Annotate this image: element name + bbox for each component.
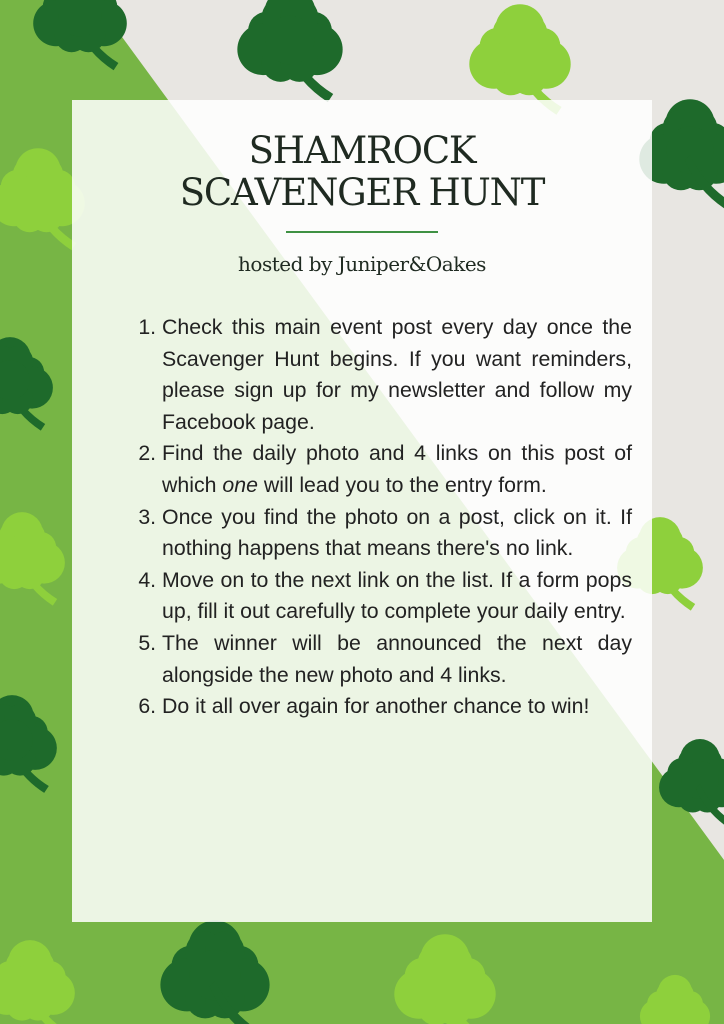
step-text: Once you find the photo on a post, click on it. If nothing happens that means there's no link. [162,504,632,561]
step-item [162,438,632,501]
title-line-1: SHAMROCK [248,129,476,172]
host-credit: hosted by Juniper&Oakes [238,252,486,276]
title-line-2: SCAVENGER HUNT [179,171,545,214]
step-item [162,691,632,723]
step-emphasis: one [222,472,258,497]
step-text-before: Find the daily photo and 4 links on this post of which [162,441,632,497]
info-card [72,100,652,922]
step-item [162,312,632,438]
step-text: Check this main event post every day once the Scavenger Hunt begins. If you want reminders, please sign up for my newsletter and follow my Facebook page. [162,315,632,434]
step-item [162,628,632,691]
step-item [162,565,632,628]
step-item [162,502,632,565]
page-title [72,130,652,214]
step-text-after: will lead you to the entry form. [257,472,547,497]
steps-list [134,312,632,723]
title-divider [286,231,438,233]
step-text: Move on to the next link on the list. If a form pops up, fill it out carefully to complete your daily entry. [162,567,632,624]
step-text: Do it all over again for another chance to win! [162,694,590,719]
step-text: The winner will be announced the next day alongside the new photo and 4 links. [162,630,632,687]
